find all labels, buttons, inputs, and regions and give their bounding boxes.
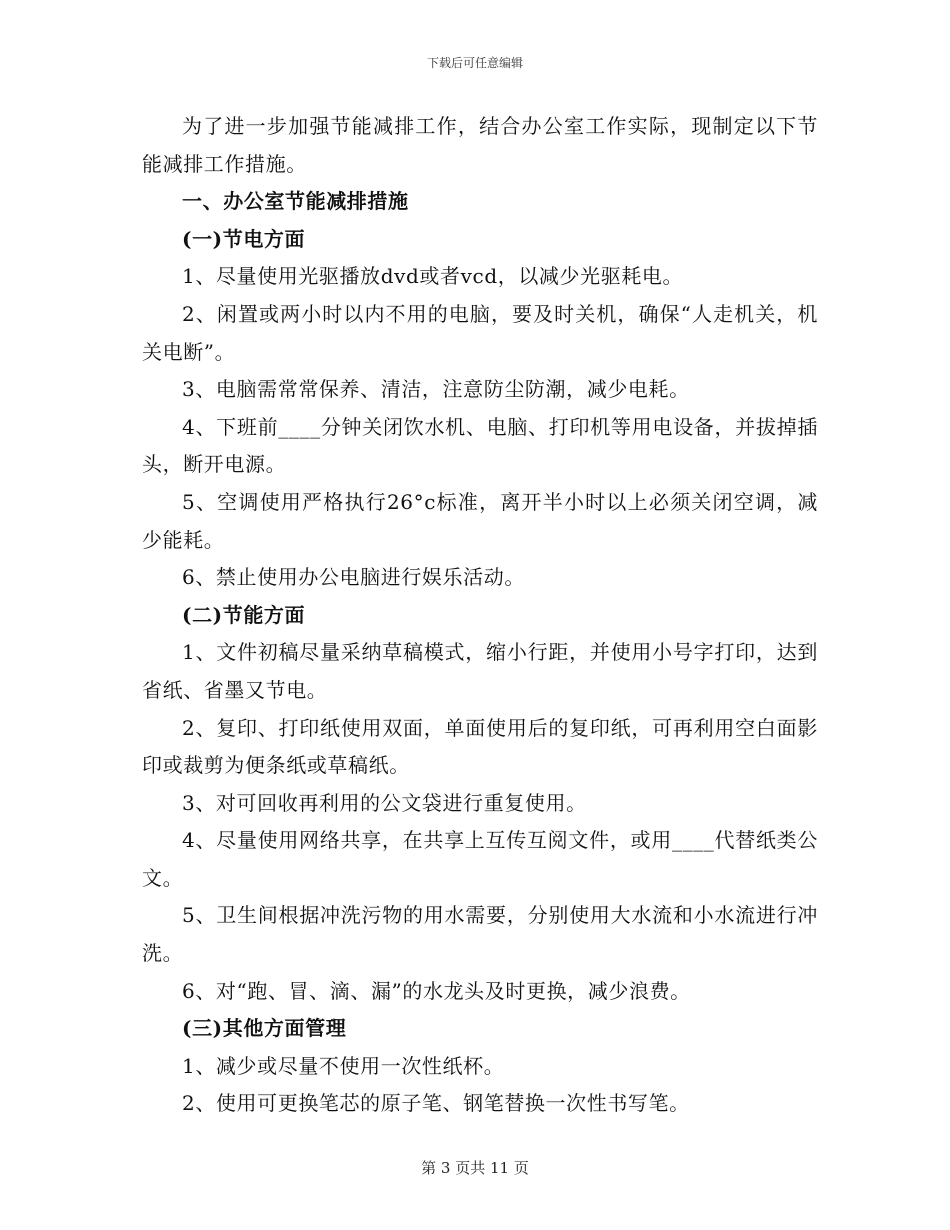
subsection-heading: (二)节能方面: [182, 602, 306, 627]
subsection-heading: (三)其他方面管理: [182, 1016, 347, 1041]
list-item: 4、尽量使用网络共享，在共享上互传互阅文件，或用____代替纸类公文。: [142, 828, 818, 890]
page-footer: 第 3 页共 11 页: [421, 1159, 529, 1177]
list-item: 4、下班前____分钟关闭饮水机、电脑、打印机等用电设备，并拔掉插头，断开电源。: [142, 414, 818, 477]
page-header: 下载后可任意编辑: [426, 56, 523, 70]
subsection-heading: (一)节电方面: [182, 226, 306, 251]
document-body: [142, 108, 818, 1123]
list-item: 1、文件初稿尽量采纳草稿模式，缩小行距，并使用小号字打印，达到省纸、省墨又节电。: [142, 640, 818, 702]
section-heading: 一、办公室节能减排措施: [182, 189, 409, 214]
list-item: 5、空调使用严格执行26°c标准，离开半小时以上必须关闭空调，减少能耗。: [142, 489, 818, 552]
intro-paragraph: 为了进一步加强节能减排工作，结合办公室工作实际，现制定以下节能减排工作措施。: [142, 114, 818, 176]
list-item: 2、复印、打印纸使用双面，单面使用后的复印纸，可再利用空白面影印或裁剪为便条纸或草稿纸。: [142, 715, 818, 778]
list-item: 1、减少或尽量不使用一次性纸杯。: [182, 1053, 505, 1078]
list-item: 6、对“跑、冒、滴、漏”的水龙头及时更换，减少浪费。: [182, 978, 691, 1003]
list-item: 3、电脑需常常保养、清洁，注意防尘防潮，减少电耗。: [182, 377, 690, 402]
list-item: 5、卫生间根据冲洗污物的用水需要，分别使用大水流和小水流进行冲洗。: [142, 903, 818, 966]
list-item: 3、对可回收再利用的公文袋进行重复使用。: [182, 790, 587, 815]
list-item: 2、闲置或两小时以内不用的电脑，要及时关机，确保“人走机关，机关电断”。: [142, 301, 818, 364]
list-item: 1、尽量使用光驱播放dvd或者vcd，以减少光驱耗电。: [182, 264, 684, 289]
list-item: 2、使用可更换笔芯的原子笔、钢笔替换一次性书写笔。: [182, 1091, 690, 1116]
list-item: 6、禁止使用办公电脑进行娱乐活动。: [182, 565, 525, 590]
